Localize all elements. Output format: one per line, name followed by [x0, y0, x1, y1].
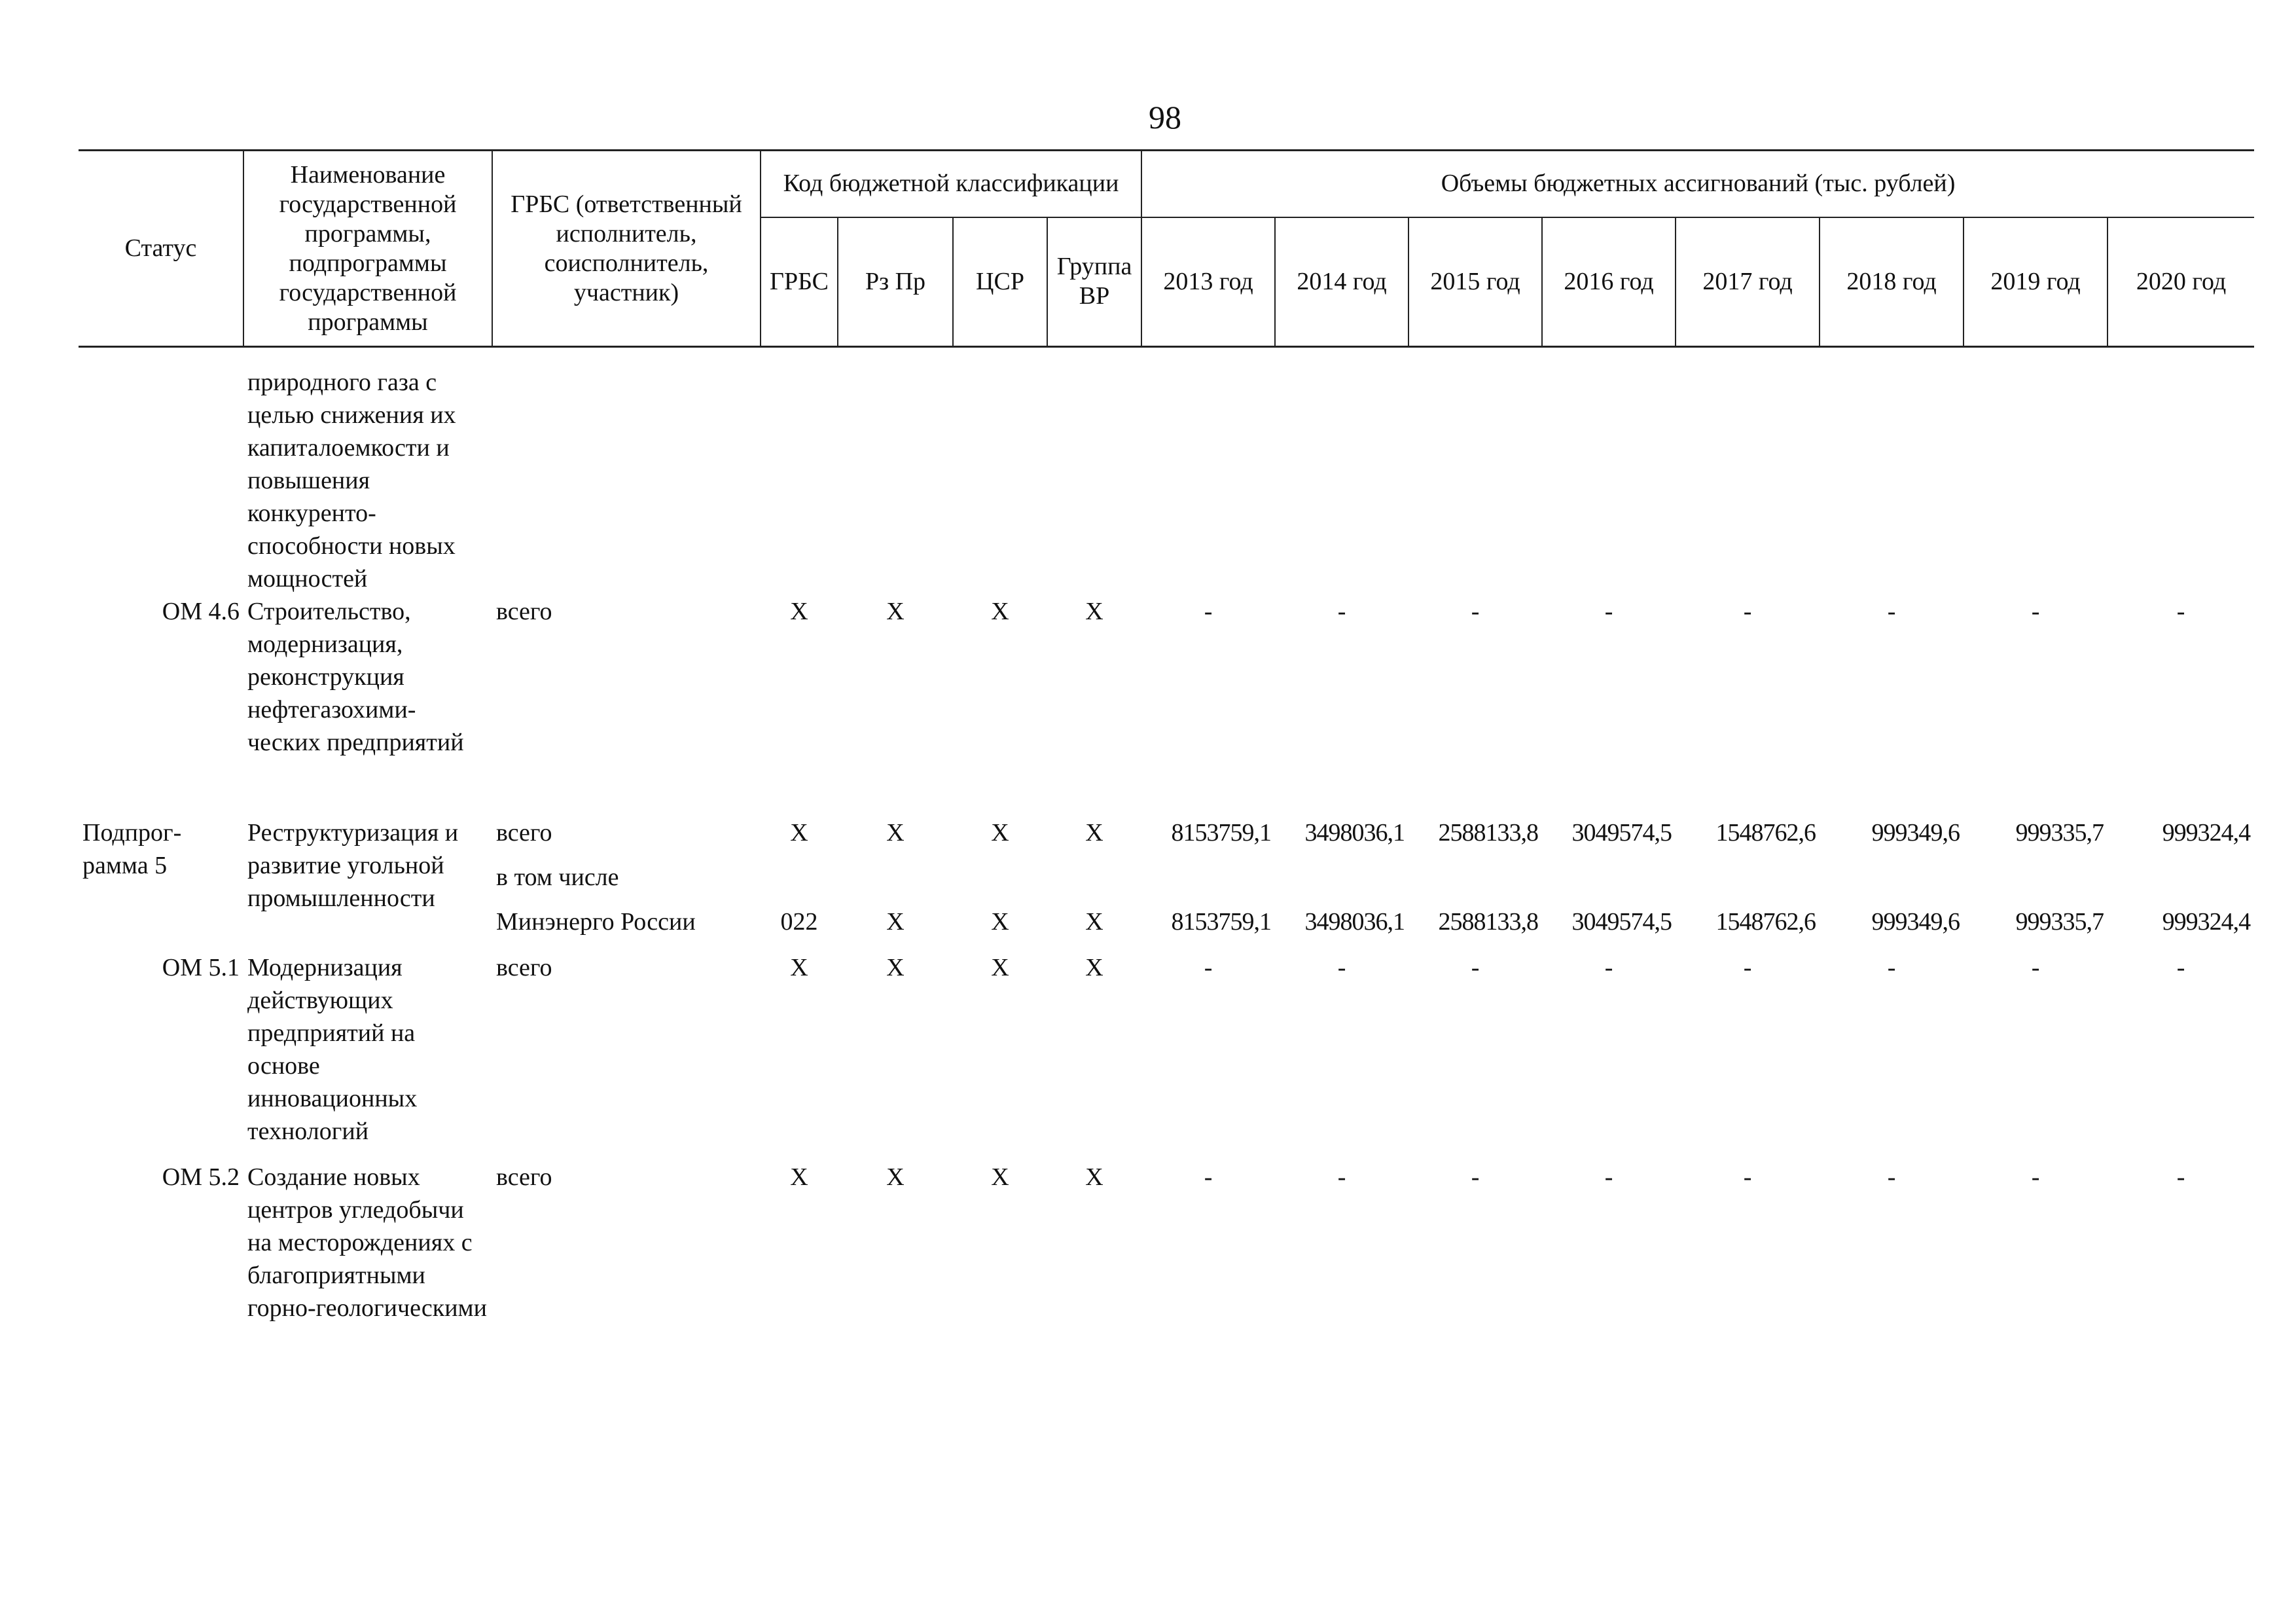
- header-year-2020: 2020 год: [2108, 217, 2254, 347]
- table-row: ОМ 5.1 Модернизация действующих предприятий на основе инновационных технологий всего Х Х Х Х - - - - - - - -: [79, 951, 2254, 1148]
- table-row: Минэнерго России 022 Х Х Х 8153759,1 3498036,1 2588133,8 3049574,5 1548762,6 999349,6 999335,7 999324,4: [79, 905, 2254, 938]
- row-program-name: Создание новых центров угледобычи на месторождениях с благоприятными горно-геологическими: [247, 1163, 487, 1322]
- header-code-grbs: ГРБС: [761, 217, 838, 347]
- table-row: [79, 366, 2254, 595]
- header-year-2013: 2013 год: [1141, 217, 1275, 347]
- row-program-name: Строительство, модернизация, реконструкция нефтегазохими-ческих предприятий: [247, 598, 464, 756]
- table-row: Подпрог-рамма 5 Реструктуризация и развитие угольной промышленности всего Х Х Х Х 8153759,1 3498036,1 2588133,8 3049574,5 1548762,6 999349,6 999335,7 999324,4: [79, 816, 2254, 849]
- header-budget-volumes: Объемы бюджетных ассигнований (тыс. рублей): [1141, 151, 2254, 217]
- row-status: Подпрог-рамма 5: [82, 819, 182, 879]
- row-program-name: Модернизация действующих предприятий на основе инновационных технологий: [247, 954, 418, 1145]
- header-budget-code: Код бюджетной классификации: [761, 151, 1141, 217]
- row-status: ОМ 5.1: [162, 954, 240, 981]
- header-grbs: ГРБС (ответственный исполнитель, соисполнитель, участник): [492, 151, 761, 347]
- table-row: ОМ 4.6 Строительство, модернизация, реконструкция нефтегазохими-ческих предприятий всего Х Х Х Х - - - - - - - -: [79, 595, 2254, 759]
- header-year-2015: 2015 год: [1408, 217, 1542, 347]
- row-grbs: всего: [496, 1163, 552, 1191]
- header-code-csr: ЦСР: [953, 217, 1047, 347]
- header-status: Статус: [79, 151, 243, 347]
- row-grbs: в том числе: [496, 864, 619, 891]
- row-grbs: всего: [496, 819, 552, 847]
- budget-table: [79, 149, 2254, 1324]
- row-program-name: Реструктуризация и развитие угольной промышленности: [247, 819, 459, 912]
- header-year-2014: 2014 год: [1275, 217, 1408, 347]
- row-grbs: всего: [496, 598, 552, 625]
- row-grbs: Минэнерго России: [496, 908, 696, 936]
- header-year-2018: 2018 год: [1820, 217, 1964, 347]
- page-number: 98: [1149, 99, 1181, 136]
- header-code-vr: Группа ВР: [1047, 217, 1141, 347]
- row-status: ОМ 5.2: [162, 1163, 240, 1191]
- table-row: ОМ 5.2 Создание новых центров угледобычи на месторождениях с благоприятными горно-геологическими всего Х Х Х Х - - - - - - - -: [79, 1161, 2254, 1324]
- row-grbs: всего: [496, 954, 552, 981]
- row-program-name: природного газа с целью снижения их капиталоемкости и повышения конкуренто-способности новых мощностей: [247, 369, 456, 593]
- row-status: ОМ 4.6: [162, 598, 240, 625]
- header-code-rzpr: Рз Пр: [838, 217, 953, 347]
- header-program-name: Наименование государственной программы, подпрограммы государственной программы: [243, 151, 492, 347]
- header-year-2016: 2016 год: [1542, 217, 1676, 347]
- header-year-2017: 2017 год: [1676, 217, 1820, 347]
- header-year-2019: 2019 год: [1964, 217, 2108, 347]
